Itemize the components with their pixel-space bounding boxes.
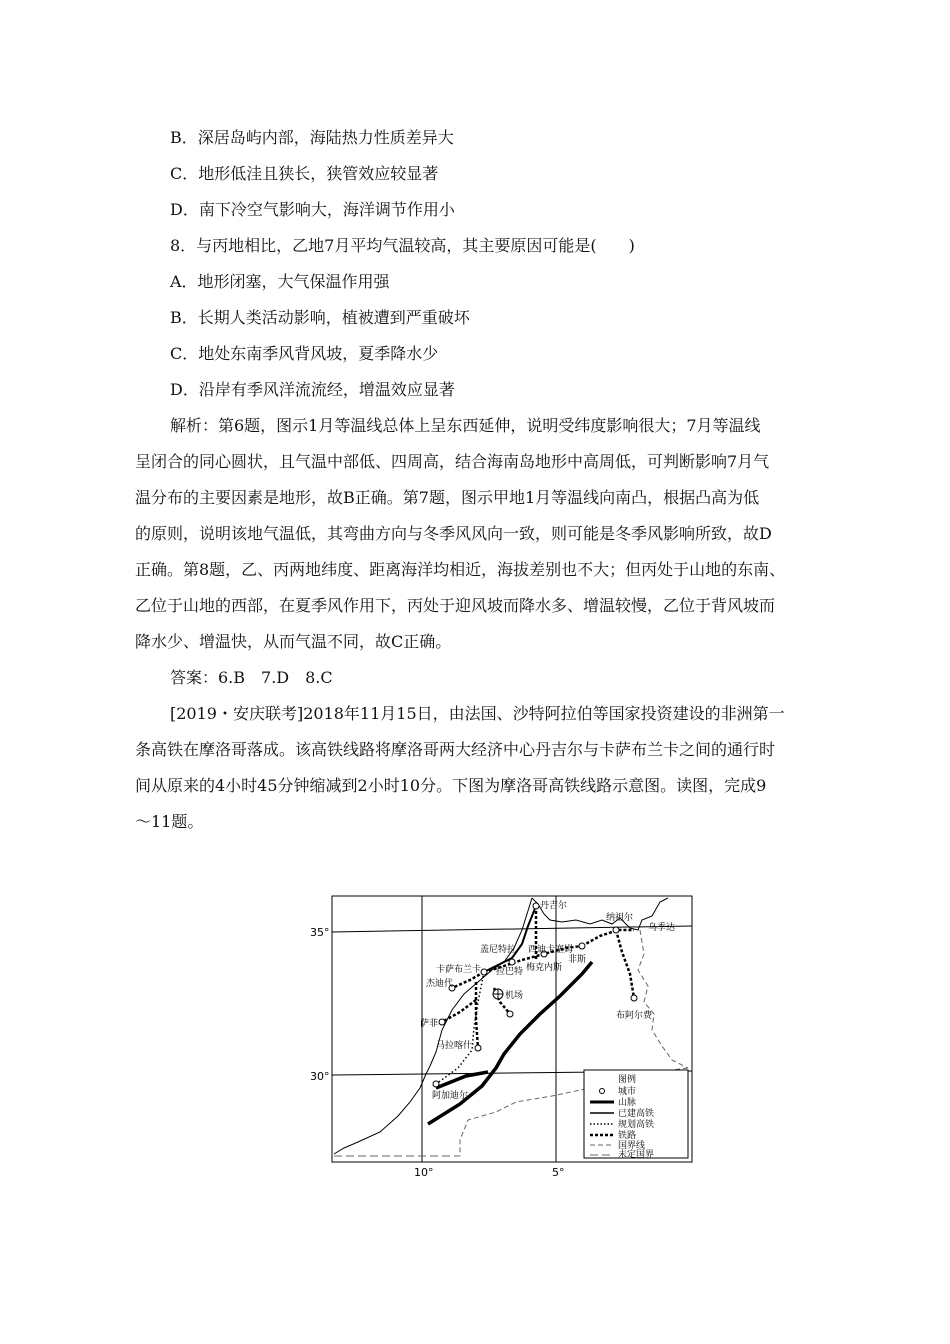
legend-railway: 铁路 <box>618 1131 637 1141</box>
city-label-agadir: 阿加迪尔 <box>432 1091 469 1101</box>
city-label-el-jadida: 杰迪代 <box>426 979 454 989</box>
map-legend <box>584 1070 688 1160</box>
city-label-nador: 纳祖尔 <box>606 913 634 923</box>
intro-line: 间从原来的4小时45分钟缩减到2小时10分。下图为摩洛哥高铁线路示意图。读图，完成9 <box>135 776 767 795</box>
city-label-fes: 非斯 <box>568 955 587 965</box>
option-8b: B．长期人类活动影响，植被遭到严重破坏 <box>170 308 470 327</box>
lon-label-10: 10° <box>414 1166 434 1179</box>
morocco-railway-map <box>300 890 700 1180</box>
analysis-line: 正确。第8题，乙、丙两地纬度、距离海洋均相近，海拔差别也不大；但丙处于山地的东南、 <box>135 560 786 579</box>
city-dot-rabat <box>509 959 515 965</box>
city-dot-marrakech <box>475 1045 481 1051</box>
lon-label-5: 5° <box>552 1166 565 1179</box>
option-8d: D．沿岸有季风洋流流经，增温效应显著 <box>170 380 455 399</box>
intro-line: [2019・安庆联考]2018年11月15日，由法国、沙特阿拉伯等国家投资建设的非洲第一 <box>170 704 785 723</box>
border-east <box>638 930 688 1068</box>
option-7b: B．深居岛屿内部，海陆热力性质差异大 <box>170 128 454 147</box>
railway-line <box>616 930 634 998</box>
intro-line: ～11题。 <box>135 812 204 831</box>
city-dot-casablanca <box>481 969 487 975</box>
city-label-oujda: 乌季达 <box>648 923 676 933</box>
city-label-sidi-kacem: 西迪卡塞姆 <box>528 945 574 955</box>
railway-line <box>582 930 634 946</box>
analysis-line: 乙位于山地的西部，在夏季风作用下，丙处于迎风坡而降水多、增温较慢，乙位于背风坡而 <box>135 596 776 615</box>
option-8c: C．地处东南季风背风坡，夏季降水少 <box>170 344 439 363</box>
city-dot-bouarfa <box>631 995 637 1001</box>
analysis-line: 呈闭合的同心圆状，且气温中部低、四周高，结合海南岛地形中高周低，可判断影响7月气 <box>135 452 770 471</box>
city-label-tangier: 丹吉尔 <box>540 901 568 911</box>
legend-city: 城市 <box>618 1087 637 1097</box>
analysis-line: 温分布的主要因素是地形，故B正确。第7题，图示甲地1月等温线向南凸，根据凸高为低 <box>135 488 760 507</box>
city-label-rabat: 拉巴特 <box>496 967 524 977</box>
question-8: 8．与丙地相比，乙地7月平均气温较高，其主要原因可能是( ) <box>170 236 635 255</box>
city-label-kenitra: 盖尼特拉 <box>480 945 517 955</box>
city-dot-agadir <box>433 1081 439 1087</box>
analysis-line: 解析：第6题，图示1月等温线总体上呈东西延伸，说明受纬度影响很大；7月等温线 <box>170 416 761 435</box>
answer-line: 答案：6.B 7.D 8.C <box>170 668 333 687</box>
city-dot-safi <box>439 1019 445 1025</box>
legend-border: 国界线 <box>618 1141 646 1151</box>
city-dot-nador <box>613 927 619 933</box>
city-label-marrakech: 马拉喀什 <box>436 1041 473 1051</box>
intro-line: 条高铁在摩洛哥落成。该高铁线路将摩洛哥两大经济中心丹吉尔与卡萨布兰卡之间的通行时 <box>135 740 776 759</box>
option-8a: A．地形闭塞，大气保温作用强 <box>170 272 390 291</box>
city-dot-tangier <box>533 903 539 909</box>
legend-mountain: 山脉 <box>618 1098 637 1108</box>
city-label-airport: 机场 <box>505 991 524 1001</box>
legend-built-hsr: 已建高铁 <box>618 1109 655 1119</box>
city-dot-fes <box>579 943 585 949</box>
analysis-line: 降水少、增温快，从而气温不同，故C正确。 <box>135 632 452 651</box>
option-7d: D．南下冷空气影响大，海洋调节作用小 <box>170 200 455 219</box>
city-dot-small <box>507 1011 513 1017</box>
city-label-bouarfa: 布阿尔费 <box>616 1011 653 1021</box>
city-label-casablanca: 卡萨布兰卡 <box>436 965 482 975</box>
railway-line <box>476 982 478 1048</box>
option-7c: C．地形低洼且狭长，狭管效应较显著 <box>170 164 439 183</box>
legend-undetermined-border: 未定国界 <box>618 1150 655 1160</box>
legend-title: 图例 <box>618 1075 637 1085</box>
lat-label-35: 35° <box>310 926 330 939</box>
lat-label-30: 30° <box>310 1070 330 1083</box>
city-label-meknes: 梅克内斯 <box>526 963 563 973</box>
legend-planned-hsr: 规划高铁 <box>618 1120 655 1130</box>
city-label-safi: 萨菲 <box>420 1019 439 1029</box>
analysis-line: 的原则，说明该地气温低，其弯曲方向与冬季风风向一致，则可能是冬季风影响所致，故D <box>135 524 772 543</box>
